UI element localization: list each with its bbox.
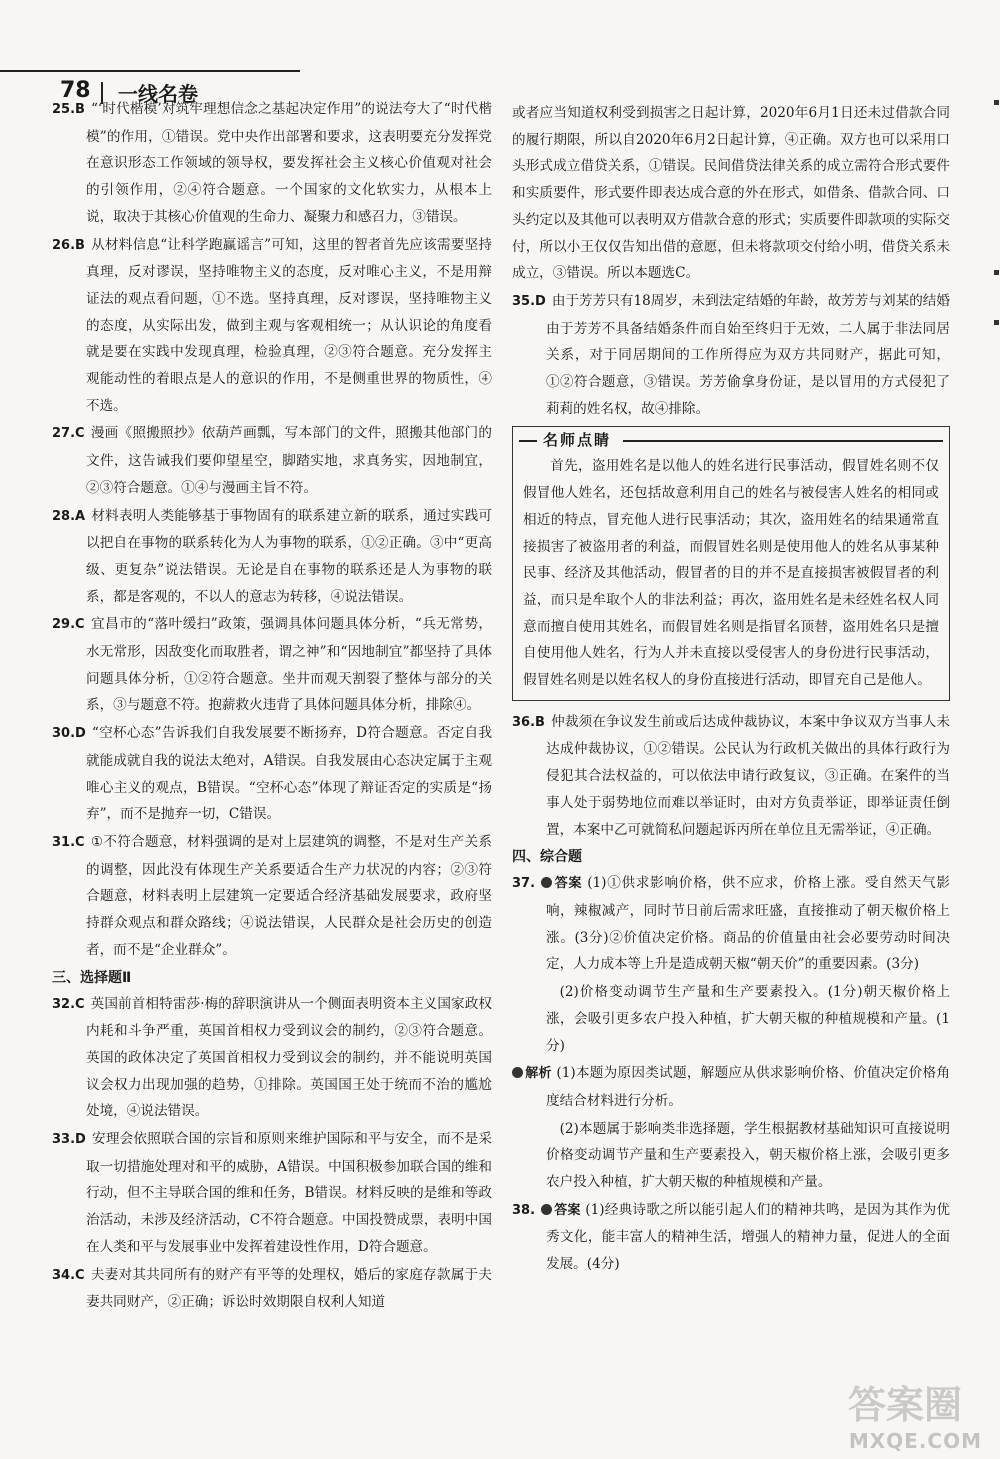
question-number: 30.D bbox=[52, 726, 86, 742]
question-number: 34.C bbox=[52, 1267, 85, 1283]
analysis-37 bbox=[512, 1060, 950, 1114]
answer-text: 由于芳芳只有18周岁，未到法定结婚的年龄，故芳芳与刘某的结婚由于芳芳不具备结婚条件而自始至终归于无效，二人属于非法同居关系，对于同居期间的工作所得应为双方共同财产，据此可知，①②符合题意，③错误。芳芳偷拿身份证，是以冒用的方式侵犯了莉莉的姓名权，故④排除。 bbox=[546, 292, 950, 417]
answer-text: “空杯心态”告诉我们自我发展要不断扬弃，D符合题意。否定自我就能成就自我的说法太绝对，A错误。自我发展由心态决定属于主观唯心主义的观点，B错误。“空杯心态”体现了辩证否定的实质是“扬弃”，而不是抛弃一切，C错误。 bbox=[86, 725, 492, 823]
analysis-37-part2: (2)本题属于影响类非选择题，学生根据教材基础知识可直接说明价格变动调节产量和生产要素投入，朝天椒价格上涨，会吸引更多农户投入种植，扩大朝天椒的种植规模和产量。 bbox=[546, 1120, 950, 1191]
answer-entry bbox=[512, 709, 950, 844]
answer-38-part1: (1)经典诗歌之所以能引起人们的精神共鸣，是因为其作为优秀文化，能丰富人的精神生活，增强人的精神力量，促进人的全面发展。(4分) bbox=[546, 1201, 950, 1273]
page-edge-marks bbox=[992, 100, 1000, 340]
watermark-site: MXQE.COM bbox=[848, 1429, 982, 1453]
question-number: 31.C bbox=[52, 834, 85, 850]
tip-label: 名师点睛 bbox=[543, 431, 612, 450]
answer-entry bbox=[52, 1262, 492, 1316]
question-number: 25.B bbox=[52, 102, 85, 117]
tip-body: 首先，盗用姓名是以他人的姓名进行民事活动，假冒姓名则不仅假冒他人姓名，还包括故意利用自己的姓名与被侵害人姓名的相同或相近的特点，冒充他人进行民事活动；其次，盗用姓名的结果通常直接损害了被盗用者的利益，而假冒姓名则是使用他人的姓名从事某种民事、经济及其他活动，假冒者的目的并不是直接损害被假冒者的利益，而只是牟取个人的非法利益；再次，盗用姓名是未经姓名权人同意而擅自使用其姓名，而假冒姓名则是指冒名顶替，盗用姓名只是擅自使用他人姓名，行为人并未直接以受侵害人的身份进行民事活动，假冒姓名则是以姓名权人的身份直接进行活动，即冒充自己是他人。 bbox=[523, 458, 939, 689]
tip-header bbox=[513, 427, 949, 453]
answer-text: 宜昌市的“落叶缓扫”政策，强调具体问题具体分析，“兵无常势，水无常形，因敌变化而取胜者，谓之神”和“因地制宜”都坚持了具体问题具体分析，①②符合题意。坐井而观天割裂了整体与部分的关系，③与题意不符。抱薪救火违背了具体问题具体分析，排除④。 bbox=[86, 616, 492, 714]
answer-entry bbox=[52, 96, 492, 231]
analysis-label: 解析 bbox=[525, 1066, 552, 1082]
question-number: 27.C bbox=[52, 426, 85, 442]
answer-entry bbox=[52, 611, 492, 719]
section-heading: 三、选择题Ⅱ bbox=[52, 969, 132, 986]
watermark-logo: 答案圈 bbox=[847, 1383, 962, 1427]
analysis-37-part1: (1)本题为原因类试题，解题应从供求影响价格、价值决定价格角度结合材料进行分析。 bbox=[546, 1065, 950, 1109]
answer-text: 材料表明人类能够基于事物固有的联系建立新的联系，通过实践可以把自在事物的联系转化为人为事物的联系，①②正确。③中“更高级、更复杂”说法错误。无论是自在事物的联系还是人为事物的联系，都是客观的，不以人的意志为转移，④说法错误。 bbox=[86, 507, 492, 605]
answer-entry bbox=[52, 503, 492, 611]
right-column bbox=[512, 100, 950, 1279]
answer-icon bbox=[541, 1204, 552, 1215]
answer-entry bbox=[52, 1126, 492, 1261]
answer-37 bbox=[512, 870, 950, 978]
answer-text: 从材料信息“让科学跑赢谣言”可知，这里的智者首先应该需要坚持真理，反对谬误，坚持唯物主义的态度，反对唯心主义，不是用辩证法的观点看问题，①不选。坚持真理，反对谬误，坚持唯物主义的态度，从实际出发，做到主观与客观相统一；从认识论的角度看就是要在实践中发现真理，检验真理，②③符合题意。充分发挥主观能动性的着眼点是人的意识的作用，不是侧重世界的物质性，④不选。 bbox=[86, 236, 492, 414]
book-title: 一线名卷 bbox=[118, 82, 198, 106]
question-number: 37. bbox=[512, 876, 536, 892]
question-number: 28.A bbox=[52, 508, 86, 524]
answer-text: 夫妻对其共同所有的财产有平等的处理权，婚后的家庭存款属于夫妻共同财产，②正确；诉讼时效期限自权利人知道 bbox=[86, 1266, 492, 1311]
watermark bbox=[782, 1383, 982, 1453]
question-number: 26.B bbox=[52, 237, 85, 253]
tip-dash bbox=[519, 440, 537, 442]
answer-37-part1: (1)①供求影响价格，供不应求，价格上涨。受自然天气影响，辣椒减产，同时节日前后需求旺盛，直接推动了朝天椒价格上涨。(3分)②价值决定价格。商品的价值量由社会必要劳动时间决定，人力成本等上升是造成朝天椒“朝天价”的重要因素。(3分) bbox=[546, 875, 950, 973]
answer-label: 答案 bbox=[554, 1202, 581, 1218]
left-column bbox=[52, 96, 492, 1317]
question-number: 29.C bbox=[52, 617, 85, 633]
tip-rule bbox=[623, 440, 943, 442]
answer-text: 安理会依照联合国的宗旨和原则来维护国际和平与安全，而不是采取一切措施处理对和平的威胁，A错误。中国积极参加联合国的维和行动，但不主导联合国的维和任务，B错误。材料反映的是维和等政治活动，未涉及经济活动，C不符合题意。中国投赞成票，表明中国在人类和平与发展事业中发挥着建设性作用，D符合题意。 bbox=[86, 1131, 492, 1255]
answer-text: 英国前首相特雷莎·梅的辞职演讲从一个侧面表明资本主义国家政权内耗和斗争严重，英国首相权力受到议会的制约，②③符合题意。英国的政体决定了英国首相权力受到议会的制约，并不能说明英国议会权力出现加强的趋势，①排除。英国国王处于统而不治的尴尬处境，④说法错误。 bbox=[86, 995, 492, 1120]
question-number: 35.D bbox=[512, 293, 546, 309]
answer-entry bbox=[52, 232, 492, 420]
question-number: 38. bbox=[512, 1202, 536, 1218]
answer-entry bbox=[52, 420, 492, 501]
answer-entry bbox=[52, 991, 492, 1126]
answer-text: 漫画《照搬照抄》依葫芦画瓢，写本部门的文件，照搬其他部门的文件，这告诫我们要仰望星空，脚踏实地，求真务实，因地制宜，②③符合题意。①④与漫画主旨不符。 bbox=[86, 425, 492, 496]
question-number: 36.B bbox=[512, 714, 545, 730]
answer-text: ①不符合题意，材料强调的是对上层建筑的调整，不是对生产关系的调整，因此没有体现生产关系要适合生产力状况的内容；②③符合题意，材料表明上层建筑一定要适合经济基础发展要求，政府坚持群众观点和群众路线；④说法错误，人民群众是社会历史的创造者，而不是“企业群众”。 bbox=[86, 833, 492, 958]
answer-icon bbox=[541, 877, 552, 888]
answer-text: “‘时代楷模’对筑牢理想信念之基起决定作用”的说法夸大了“时代楷模”的作用，①错误。党中央作出部署和要求，这表明要充分发挥党在意识形态工作领域的领导权，要发挥社会主义核心价值观对社会的引领作用，②④符合题意。一个国家的文化软实力，从根本上说，取决于其核心价值观的生命力、凝聚力和感召力，③错误。 bbox=[86, 101, 492, 225]
question-number: 33.D bbox=[52, 1132, 86, 1148]
section-heading-comprehensive: 四、综合题 bbox=[512, 849, 582, 866]
header-rule bbox=[0, 70, 300, 72]
continued-answer-34: 或者应当知道权利受到损害之日起计算，2020年6月1日还未过借款合同的履行期限，所以自2020年6月2日起计算，④正确。双方也可以采用口头形式成立借贷关系，①错误。民间借贷法律关系的成立需符合形式要件和实质要件，形式要件即表达成合意的外在形式，如借条、借款合同、口头约定以及其他可以表明双方借款合意的形式；实质要件即款项的实际交付，所以小王仅仅告知出借的意愿，但未将款项交付给小明，借贷关系未成立，③错误。所以本题选C。 bbox=[512, 105, 950, 282]
answer-label: 答案 bbox=[554, 876, 583, 892]
teacher-tip-box bbox=[512, 426, 950, 700]
answer-37-part2: (2)价格变动调节生产量和生产要素投入。(1分)朝天椒价格上涨，会吸引更多农户投入种植，扩大朝天椒的种植规模和产量。(1分) bbox=[546, 984, 950, 1054]
page-number: 78 bbox=[60, 78, 91, 103]
question-number: 32.C bbox=[52, 996, 85, 1012]
answer-38 bbox=[512, 1197, 950, 1278]
answer-entry bbox=[512, 288, 950, 423]
page-header bbox=[0, 38, 300, 106]
answer-entry bbox=[52, 829, 492, 964]
answer-text: 仲裁须在争议发生前或后达成仲裁协议，本案中争议双方当事人未达成仲裁协议，①②错误。公民认为行政机关做出的具体行政行为侵犯其合法权益的，可以依法申请行政复议，③正确。在案件的当事人处于弱势地位而难以举证时，由对方负责举证，即举证责任倒置，本案中乙可就简私问题起诉丙所在单位且无需举证，④正确。 bbox=[546, 713, 950, 838]
answer-entry bbox=[52, 720, 492, 828]
analysis-icon bbox=[512, 1067, 523, 1078]
